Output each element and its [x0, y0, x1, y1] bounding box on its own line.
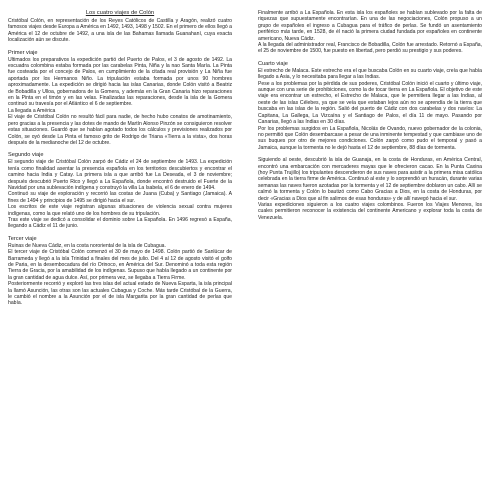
hispaniola-paragraph: Finalmente arribó a La Española. En esta isla los españoles se habían sublevado por la falta de riquezas que supuestamente encontrarían. En una de las negociaciones, Colón propuso a un grupo de españoles el ingreso a Cubagua para el tráfico de perlas. Se fundó un asentamiento periférico más tarde, en 1528, de él nació la primera ciudad fundada por españoles en continente americano, Nueva Cádiz.: [258, 10, 482, 42]
first-voyage-paragraph: Ultimados los preparativos la expedición partió del Puerto de Palos, el 3 de agosto de 1492. La escuadra colombina estaba formada por las carabelas Pinta, Niña y la nao Santa María. La Pinta fue costeada por el concejo de Palos, en cumplimiento de la citada real provisión y La Niña fue aportada por los Hermanos Niño. La tripulación estaba formada por unos 90 hombres aproximadamente. La expedición se dirigió hacia las islas Canarias, donde Colón visitó a Beatriz de Bobadilla y Ulloa, gobernadora de la Gomera, y además en la Gran Canaria hizo reparaciones en la Pinta en el timón y en las velas. Finalizadas las reparaciones, desde la isla de la Gomera continuó su travesía por el Atlántico el 6 de septiembre.: [8, 56, 232, 108]
fourth-voyage-paragraph: Pese a los problemas por la pérdida de sus poderes, Cristóbal Colón inició el cuarto y último viaje, aunque con una serie de prohibiciones, como la de tocar tierra en La Española. El objetivo de este viaje era encontrar un estrecho, el Estrecho de Malaca, que le permitiera llegar a las Indias, al oeste de las islas Célebes, ya que se veía que estaban lejos aún no se aprendía de la tierra que buscaba en las islas de la región. Salió del puerto de Cádiz con dos carabelas y dos navíos: La Capitana, La Gallega, La Vizcaína y el Santiago de Palos, el día 11 de mayo. Pasando por Canarias, llegó a las Indias en 30 días.: [258, 80, 482, 126]
third-voyage-paragraph: El tercer viaje de Cristóbal Colón comenzó el 30 de mayo de 1498. Colón partió de Sanlúcar de Barrameda y llegó a la isla Trinidad a finales del mes de julio. Del 4 al 12 de agosto visitó el golfo de Paria, en la desembocadura del río Orinoco, en América del Sur. Denominó a toda esta región Tierra de Gracia, por la amabilidad de los indígenas. Supuso que había llegado a un continente por la gran cantidad de agua dulce. Así, por primera vez, se llegaba a Tierra Firme.: [8, 249, 232, 281]
fourth-voyage-paragraph-2: Por los problemas surgidos en La Española, Nicolás de Ovando, nuevo gobernador de la colonia, no permitió que Colón desembarcase a pesar de una inminente tempestad y que cambiase uno de sus buques por otro de mejores condiciones. Colón zarpó como pudo el temporal y pasó a Jamaica, aunque la tormenta no le dejó hasta el 12 de septiembre, 88 días de tormenta.: [258, 125, 482, 151]
second-voyage-paragraph-2: Continuó su viaje de exploración y recorrió las costas de Juana (Cuba) y Santiago (Jamaica). A fines de 1494 y principios de 1495 se dirigió hacia el sur.: [8, 191, 232, 204]
minor-voyages-paragraph: Varias expediciones siguieron a los cuatro viajes colombinos. Fueron los Viajes Menores, los cuales permitieron reconocer la existencia del continente Americano y explorar toda la costa de Venezuela.: [258, 201, 482, 221]
arrival-paragraph: El viaje de Cristóbal Colón no resultó fácil para nadie, de hecho hubo conatos de amotinamiento, pero gracias a la presencia y las dotes de mando de Martín Alonso Pinzón se consiguieron resolver estas situaciones. Guardó que se habían agotado todos los cálculos y previsiones realizados por Colón, se oyó desde La Pinta el famoso grito de Rodrigo de Triana «Tierra a la vista», dos horas después de la medianoche del 12 de octubre.: [8, 114, 232, 146]
second-voyage-paragraph: El segundo viaje de Cristóbal Colón zarpó de Cádiz el 24 de septiembre de 1493. La expedición tenía como finalidad asentar la presencia española en los territorios descubiertos y encontrar el camino hacia India y Catay. La primera isla a que arribó fue La Deseada, el 3 de noviembre; después descubrió Puerto Rico y llegó a La Española, donde encontró destruido el Fuerte de la Navidad por una sublevación indígena y construyó la villa La Isabela, el 6 de enero de 1494.: [8, 159, 232, 191]
fourth-voyage-caption: El estrecho de Malaca. Este estrecho era el que buscaba Colón en su cuarto viaje, creía que había llegado a Asia, y lo necesitaba para llegar a las Indias.: [258, 67, 482, 81]
right-column: [258, 10, 482, 221]
third-voyage-paragraph-2: Posteriormente recorrió y exploró las tres islas del actual estado de Nueva Esparta, la isla principal la llamó Asunción, las otras son las actuales Cubagua y Coche. Más tarde Cristóbal de la Guerra, le cambió el nombre a la Asunción por el de isla Margarita por la gran cantidad de perlas que había.: [8, 281, 232, 307]
arrival-subheading: La llegada a América: [8, 107, 56, 114]
arrest-paragraph: A la llegada del administrador real, Francisco de Bobadilla, Colón fue arrestado. Retornó a España, el 25 de noviembre de 1500, fue puesto en libertad, pero perdió su prestigio y sus poderes.: [258, 42, 482, 55]
third-voyage-heading: Tercer viaje: [8, 235, 37, 242]
fourth-voyage-heading: Cuarto viaje: [258, 60, 288, 67]
third-voyage-caption: Ruinas de Nueva Cádiz, en la costa nororiental de la isla de Cubagua.: [8, 242, 166, 249]
left-column: [8, 10, 232, 307]
first-voyage-heading: Primer viaje: [8, 49, 38, 56]
intro-paragraph: Cristóbal Colón, en representación de los Reyes Católicos de Castilla y Aragón, realizó cuatro famosos viajes desde Europa a América en 1492, 1493, 1498 y 1502. En el primero de ellos llegó a América el 12 de octubre de 1492, a una isla de las Bahamas llamada Guanahaní, cuya exacta localización aún se discute.: [8, 18, 232, 44]
document-title: Los cuatro viajes de Colón: [85, 10, 155, 16]
second-voyage-paragraph-4: Tras este viaje se dedicó a consolidar el dominio sobre La Española. En 1496 regresó a España, llegando a Cádiz el 11 de junio.: [8, 216, 232, 230]
fourth-voyage-paragraph-3: Siguiendo al oeste, descubrió la isla de Guanaja, en la costa de Honduras, en América Central, encontró una embarcación con mercaderes mayas que le ofrecieron cacao. En la Punta Caxina (hoy Punta Trujillo) los tripulantes descendieron de sus naves para asistir a la primera misa católica celebrada en la tierra firme de América. Continuó al este y lo sorprendió un huracán, durante varias semanas las naves fueron azotadas por la tormenta y el 12 de septiembre doblaron un cabo. Allí se calmó la tormenta y Colón lo bautizó como Cabo Gracias a Dios, en la costa de Honduras, por decir «Gracias a Dios que al fin salimos de esas honduras» y de allí navegó hacia el sur.: [258, 157, 482, 202]
second-voyage-paragraph-3: Los escritos de este viaje registran algunas situaciones de violencia sexual contra mujeres indígenas, como la que relató uno de los hombres de su tripulación.: [8, 204, 232, 217]
second-voyage-heading: Segundo viaje: [8, 152, 44, 159]
